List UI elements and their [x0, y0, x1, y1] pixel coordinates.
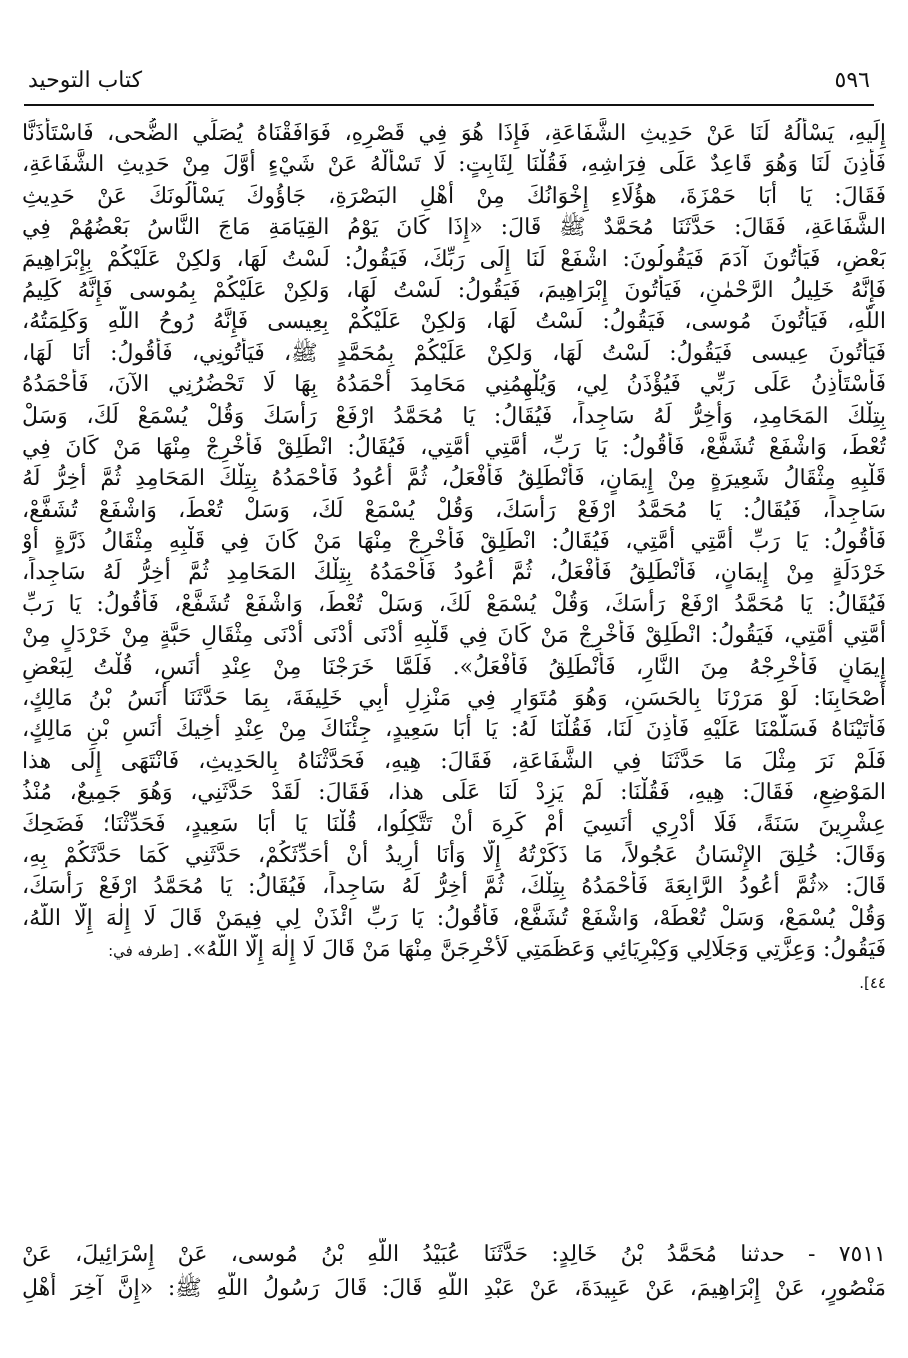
- hadith-line: ٧٥١١ - حدثنا مُحَمَّدُ بْنُ خَالِدٍ: حَدَّثَنَا عُبَيْدُ اللَّهِ بْنُ مُوسى، عَنْ إِسْرَائِيلَ، عَنْ: [22, 1242, 886, 1267]
- header-rule: [24, 104, 874, 106]
- book-title: كتاب التوحيد: [28, 67, 143, 93]
- text-line: فَأَقُولُ: يَا رَبِّ أُمَّتِي أُمَّتِي، فَيُقَالُ: انْطَلِقْ فَأَخْرِجْ مِنْهَا مَنْ كَانَ فِي قَلْبِهِ مِثْقَالُ ذَرَّةٍ أَوْ: [22, 529, 886, 555]
- cross-reference-open: [طرفه في:: [108, 942, 179, 961]
- text-line: وَقُلْ يُسْمَعْ، وَسَلْ تُعْطَهْ، وَاشْفَعْ تُشَفَّعْ، فَأَقُولُ: يَا رَبِّ ائْذَنْ لِي فِيمَنْ قَالَ لَا إِلٰهَ إِلَّا اللَّهُ،: [22, 905, 886, 931]
- text-line: فَيَقُولُ: وَعِزَّتِي وَجَلَالِي وَكِبْرِيَائِي وَعَظَمَتِي لَأُخْرِجَنَّ مِنْهَا مَنْ قَالَ لَا إِلٰهَ إِلَّا اللَّهُ».: [185, 937, 886, 963]
- text-line-last: [22, 934, 886, 965]
- text-line: اللَّهِ، فَيَأْتُونَ مُوسى، فَيَقُولُ: لَسْتُ لَهَا، وَلكِنْ عَلَيْكُمْ بِعِيسى فَإِنَّهُ رُوحُ اللَّهِ وَكَلِمَتُهُ،: [22, 309, 886, 335]
- text-line: فَإِنَّهُ خَلِيلُ الرَّحْمٰنِ، فَيَأْتُونَ إِبْرَاهِيمَ، فَيَقُولُ: لَسْتُ لَهَا، وَلكِنْ عَلَيْكُمْ بِمُوسى فَإِنَّهُ كَلِيمُ: [22, 277, 886, 303]
- text-line: بَعْضٍ، فَيَأْتُونَ آدَمَ فَيَقُولُونَ: اشْفَعْ لَنَا إِلَى رَبِّكَ، فَيَقُولُ: لَسْتُ لَهَا، وَلكِنْ عَلَيْكُمْ بِإِبْرَاهِيمَ: [22, 246, 886, 272]
- hadith-line: مَنْصُورٍ، عَنْ إِبْرَاهِيمَ، عَنْ عَبِيدَةَ، عَنْ عَبْدِ اللَّهِ قَالَ: قَالَ رَسُولُ اللَّهِ ﷺ: «إِنَّ آخِرَ أَهْلِ: [22, 1276, 886, 1301]
- text-line: قَلْبِهِ مِثْقَالُ شَعِيرَةٍ مِنْ إِيمَانٍ، فَأَنْطَلِقُ فَأَفْعَلُ، ثُمَّ أَعُودُ فَأَحْمَدُهُ بِتِلْكَ المَحَامِدِ ثُمَّ أَخِرُّ لَهُ: [22, 466, 886, 492]
- hadith-7511-block: [22, 1238, 886, 1306]
- text-line: أَصْحَابِنَا: لَوْ مَرَرْنَا بِالحَسَنِ، وَهُوَ مُتَوَارٍ فِي مَنْزِلِ أَبِي خَلِيفَةَ، بِمَا حَدَّثَنَا أَنَسُ بْنُ مَالِكٍ،: [22, 686, 886, 712]
- text-line: فَيَأْتُونَ عِيسى فَيَقُولُ: لَسْتُ لَهَا، وَلكِنْ عَلَيْكُمْ بِمُحَمَّدٍ ﷺ، فَيَأْتُونِي، فَأَقُولُ: أَنَا لَهَا،: [22, 340, 886, 366]
- text-line: فَيُقَالُ: يَا مُحَمَّدُ ارْفَعْ رَأْسَكَ، وَقُلْ يُسْمَعْ لَكَ، وَسَلْ تُعْطَ، وَاشْفَعْ تُشَفَّعْ، فَأَقُولُ: يَا رَبِّ: [22, 591, 886, 617]
- text-line: إِلَيهِ، يَسْأَلُهُ لَنَا عَنْ حَدِيثِ الشَّفَاعَةِ، فَإِذَا هُوَ فِي قَصْرِهِ، فَوَافَقْنَاهُ يُصَلِّي الضُّحى، فَاسْتَأْذَنَّا: [22, 121, 886, 146]
- text-line: فَأَتَيْنَاهُ فَسَلَّمْنَا عَلَيْهِ فَأَذِنَ لَنَا، فَقُلْنَا لَهُ: يَا أَبَا سَعِيدٍ، جِئْنَاكَ مِنْ عِنْدِ أَخِيكَ أَنَسِ بْنِ مَالِكٍ،: [22, 717, 886, 743]
- text-line: إِيمَانٍ فَأَخْرِجْهُ مِنَ النَّارِ، فَأَنْطَلِقُ فَأَفْعَلُ». فَلَمَّا خَرَجْنَا مِنْ عِنْدِ أَنَسٍ، قُلْتُ لِبَعْضِ: [22, 654, 886, 680]
- text-line: بِتِلْكَ المَحَامِدِ، وَأَخِرُّ لَهُ سَاجِداً، فَيُقَالُ: يَا مُحَمَّدُ ارْفَعْ رَأْسَكَ وَقُلْ يُسْمَعْ لَكَ، وَسَلْ: [22, 403, 886, 429]
- text-line: وَقَالَ: خُلِقَ الإِنْسَانُ عَجُولاً، مَا ذَكَرْتُهُ إِلَّا وَأَنَا أُرِيدُ أَنْ أُحَدِّثَكُمْ، حَدَّثَنِي كَمَا حَدَّثَكُمْ بِهِ،: [22, 842, 886, 868]
- text-line: فَقَالَ: يَا أَبَا حَمْزَةَ، هؤُلَاءِ إِخْوَانُكَ مِنْ أَهْلِ البَصْرَةِ، جَاؤُوكَ يَسْأَلُونَكَ عَنْ حَدِيثِ: [22, 183, 886, 209]
- text-line: فَأَذِنَ لَنَا وَهُوَ قَاعِدٌ عَلَى فِرَاشِهِ، فَقُلْنَا لِثَابِتٍ: لَا تَسْأَلْهُ عَنْ شَيْءٍ أَوَّلَ مِنْ حَدِيثِ الشَّفَاعَةِ،: [22, 152, 886, 178]
- text-line: سَاجِداً، فَيُقَالُ: يَا مُحَمَّدُ ارْفَعْ رَأْسَكَ، وَقُلْ يُسْمَعْ لَكَ، وَسَلْ تُعْطَ، وَاشْفَعْ تُشَفَّعْ،: [22, 497, 886, 523]
- main-text-block: [22, 118, 886, 997]
- text-line: أُمَّتِي أُمَّتِي، فَيَقُولُ: انْطَلِقْ فَأَخْرِجْ مَنْ كَانَ فِي قَلْبِهِ أَدْنَى أَدْنَى أَدْنَى مِثْقَالِ حَبَّةٍ مِنْ خَرْدَلٍ مِنْ: [22, 623, 886, 649]
- text-line: فَأَسْتَأْذِنُ عَلَى رَبِّي فَيُؤْذَنُ لِي، وَيُلْهِمُنِي مَحَامِدَ أَحْمَدُهُ بِهَا لَا تَحْضُرُنِي الآنَ، فَأَحْمَدُهُ: [22, 372, 886, 398]
- cross-reference-close: ٤٤].: [859, 973, 886, 992]
- text-line: المَوْضِعِ، فَقَالَ: هِيهِ، فَقُلْنَا: لَمْ يَزِدْ لَنَا عَلَى هذا، فَقَالَ: لَقَدْ حَدَّثَنِي، وَهُوَ جَمِيعٌ، مُنْذُ: [22, 780, 886, 806]
- page-number: ٥٩٦: [834, 67, 870, 93]
- cross-reference-line: [22, 966, 886, 997]
- text-line: الشَّفَاعَةِ، فَقَالَ: حَدَّثَنَا مُحَمَّدٌ ﷺ قَالَ: «إِذَا كَانَ يَوْمُ القِيَامَةِ مَاجَ النَّاسُ بَعْضُهُمْ فِي: [22, 215, 886, 241]
- text-line: خَرْدَلَةٍ مِنْ إِيمَانٍ، فَأَنْطَلِقُ فَأَفْعَلُ، ثُمَّ أَعُودُ فَأَحْمَدُهُ بِتِلْكَ المَحَامِدِ ثُمَّ أَخِرُّ لَهُ سَاجِداً،: [22, 560, 886, 586]
- page-header: [28, 62, 870, 98]
- text-line: فَلَمْ نَرَ مِثْلَ مَا حَدَّثَنَا فِي الشَّفَاعَةِ، فَقَالَ: هِيهِ، فَحَدَّثْنَاهُ بِالحَدِيثِ، فَانْتَهَى إِلَى هذا: [22, 748, 886, 774]
- text-line: قَالَ: «ثُمَّ أَعُودُ الرَّابِعَةَ فَأَحْمَدُهُ بِتِلْكَ، ثُمَّ أَخِرُّ لَهُ سَاجِداً، فَيُقَالُ: يَا مُحَمَّدُ ارْفَعْ رَأْسَكَ،: [22, 874, 886, 900]
- text-line: تُعْطَ، وَاشْفَعْ تُشَفَّعْ، فَأَقُولُ: يَا رَبِّ، أُمَّتِي أُمَّتِي، فَيُقَالُ: انْطَلِقْ فَأَخْرِجْ مِنْهَا مَنْ كَانَ فِي: [22, 434, 886, 460]
- text-line: عِشْرِينَ سَنَةً، فَلَا أَدْرِي أَنَسِيَ أَمْ كَرِهَ أَنْ تَتَّكِلُوا، قُلْنَا يَا أَبَا سَعِيدٍ، فَحَدِّثْنَا؛ فَضَحِكَ: [22, 811, 886, 837]
